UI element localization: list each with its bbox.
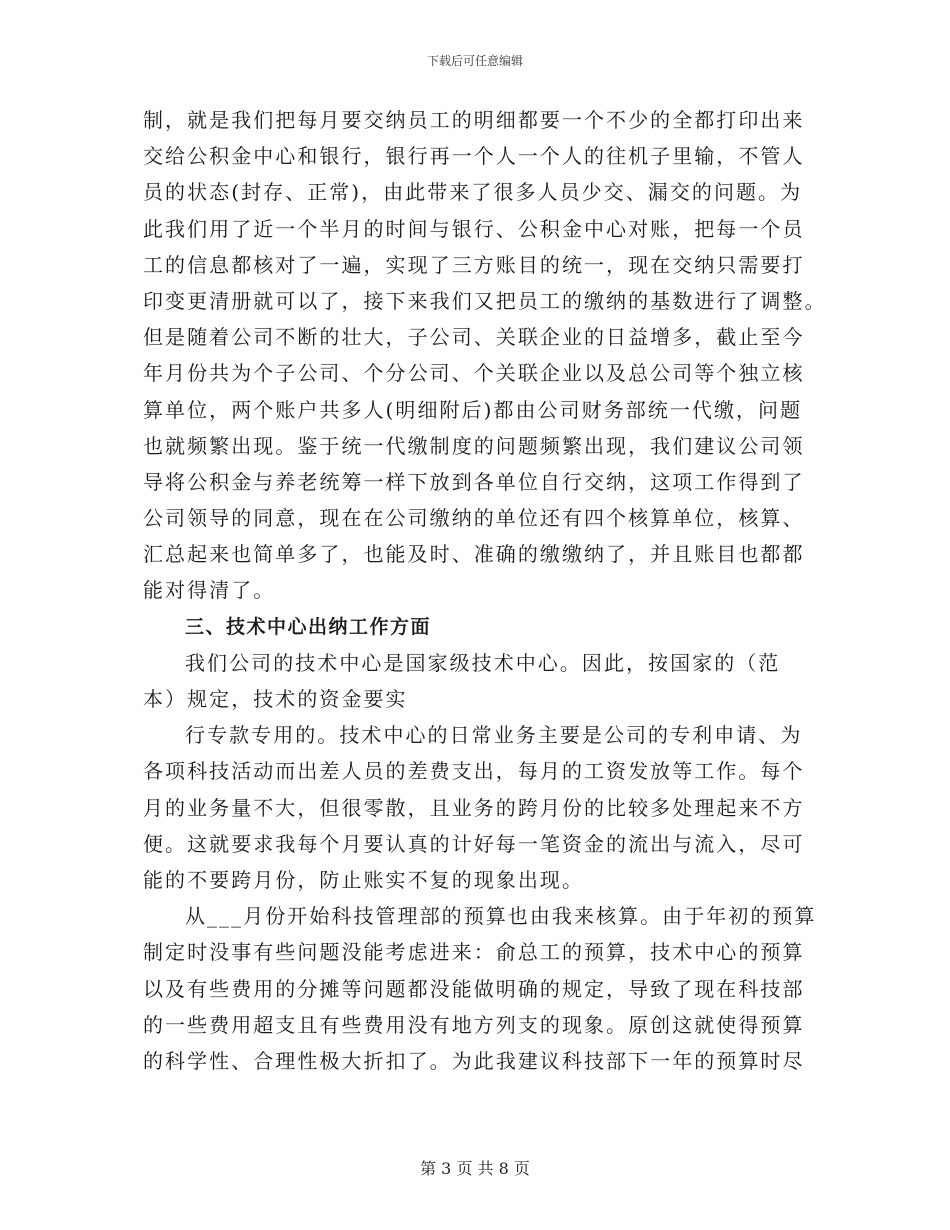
document-body xyxy=(143,102,827,1079)
body-line: 我们公司的技术中心是国家级技术中心。因此，按国家的（范 xyxy=(185,650,781,675)
body-line: 此我们用了近一个半月的时间与银行、公积金中心对账，把每一个员 xyxy=(143,216,805,241)
body-line: 汇总起来也简单多了，也能及时、准确的缴缴纳了，并且账目也都都 xyxy=(143,542,805,567)
body-line: 印变更清册就可以了，接下来我们又把员工的缴纳的基数进行了调整。 xyxy=(143,288,827,313)
body-line: 从___月份开始科技管理部的预算也由我来核算。由于年初的预算 xyxy=(185,904,817,929)
body-line: 制，就是我们把每月要交纳员工的明细都要一个不少的全都打印出来 xyxy=(143,108,805,132)
body-line: 制定时没事有些问题没能考虑进来：俞总工的预算，技术中心的预算 xyxy=(143,940,805,965)
body-line: 各项科技活动而出差人员的差费支出，每月的工资发放等工作。每个 xyxy=(143,759,805,784)
page-footer: 第 3 页 共 8 页 xyxy=(420,1159,530,1178)
body-line: 便。这就要求我每个月要认真的计好每一笔资金的流出与流入，尽可 xyxy=(143,831,805,856)
body-line: 本）规定，技术的资金要实 xyxy=(143,687,408,711)
body-line: 导将公积金与养老统筹一样下放到各单位自行交纳，这项工作得到了 xyxy=(143,469,805,494)
body-line: 行专款专用的。技术中心的日常业务主要是公司的专利申请、为 xyxy=(185,723,803,748)
body-line: 但是随着公司不断的壮大，子公司、关联企业的日益增多，截止至今 xyxy=(143,325,805,350)
body-line: 员的状态(封存、正常)，由此带来了很多人员少交、漏交的问题。为 xyxy=(143,180,803,205)
body-line: 工的信息都核对了一遍，实现了三方账目的统一，现在交纳只需要打 xyxy=(143,252,805,277)
section-heading: 三、技术中心出纳工作方面 xyxy=(185,615,432,638)
body-line: 交给公积金中心和银行，银行再一个人一个人的往机子里输，不管人 xyxy=(143,144,805,169)
body-line: 能对得清了。 xyxy=(143,578,276,603)
body-line: 以及有些费用的分摊等问题都没能做明确的规定，导致了现在科技部 xyxy=(143,976,805,1001)
body-line: 的一些费用超支且有些费用没有地方列支的现象。原创这就使得预算 xyxy=(143,1012,805,1037)
page-header: 下载后可任意编辑 xyxy=(426,54,523,68)
body-line: 的科学性、合理性极大折扣了。为此我建议科技部下一年的预算时尽 xyxy=(143,1048,805,1073)
body-line: 年月份共为个子公司、个分公司、个关联企业以及总公司等个独立核 xyxy=(143,361,805,386)
body-line: 也就频繁出现。鉴于统一代缴制度的问题频繁出现，我们建议公司领 xyxy=(143,433,805,458)
body-line: 算单位，两个账户共多人(明细附后)都由公司财务部统一代缴，问题 xyxy=(143,397,803,422)
body-line: 月的业务量不大，但很零散，且业务的跨月份的比较多处理起来不方 xyxy=(143,795,805,820)
body-line: 公司领导的同意，现在在公司缴纳的单位还有四个核算单位，核算、 xyxy=(143,506,805,531)
body-line: 能的不要跨月份，防止账实不复的现象出现。 xyxy=(143,867,584,892)
